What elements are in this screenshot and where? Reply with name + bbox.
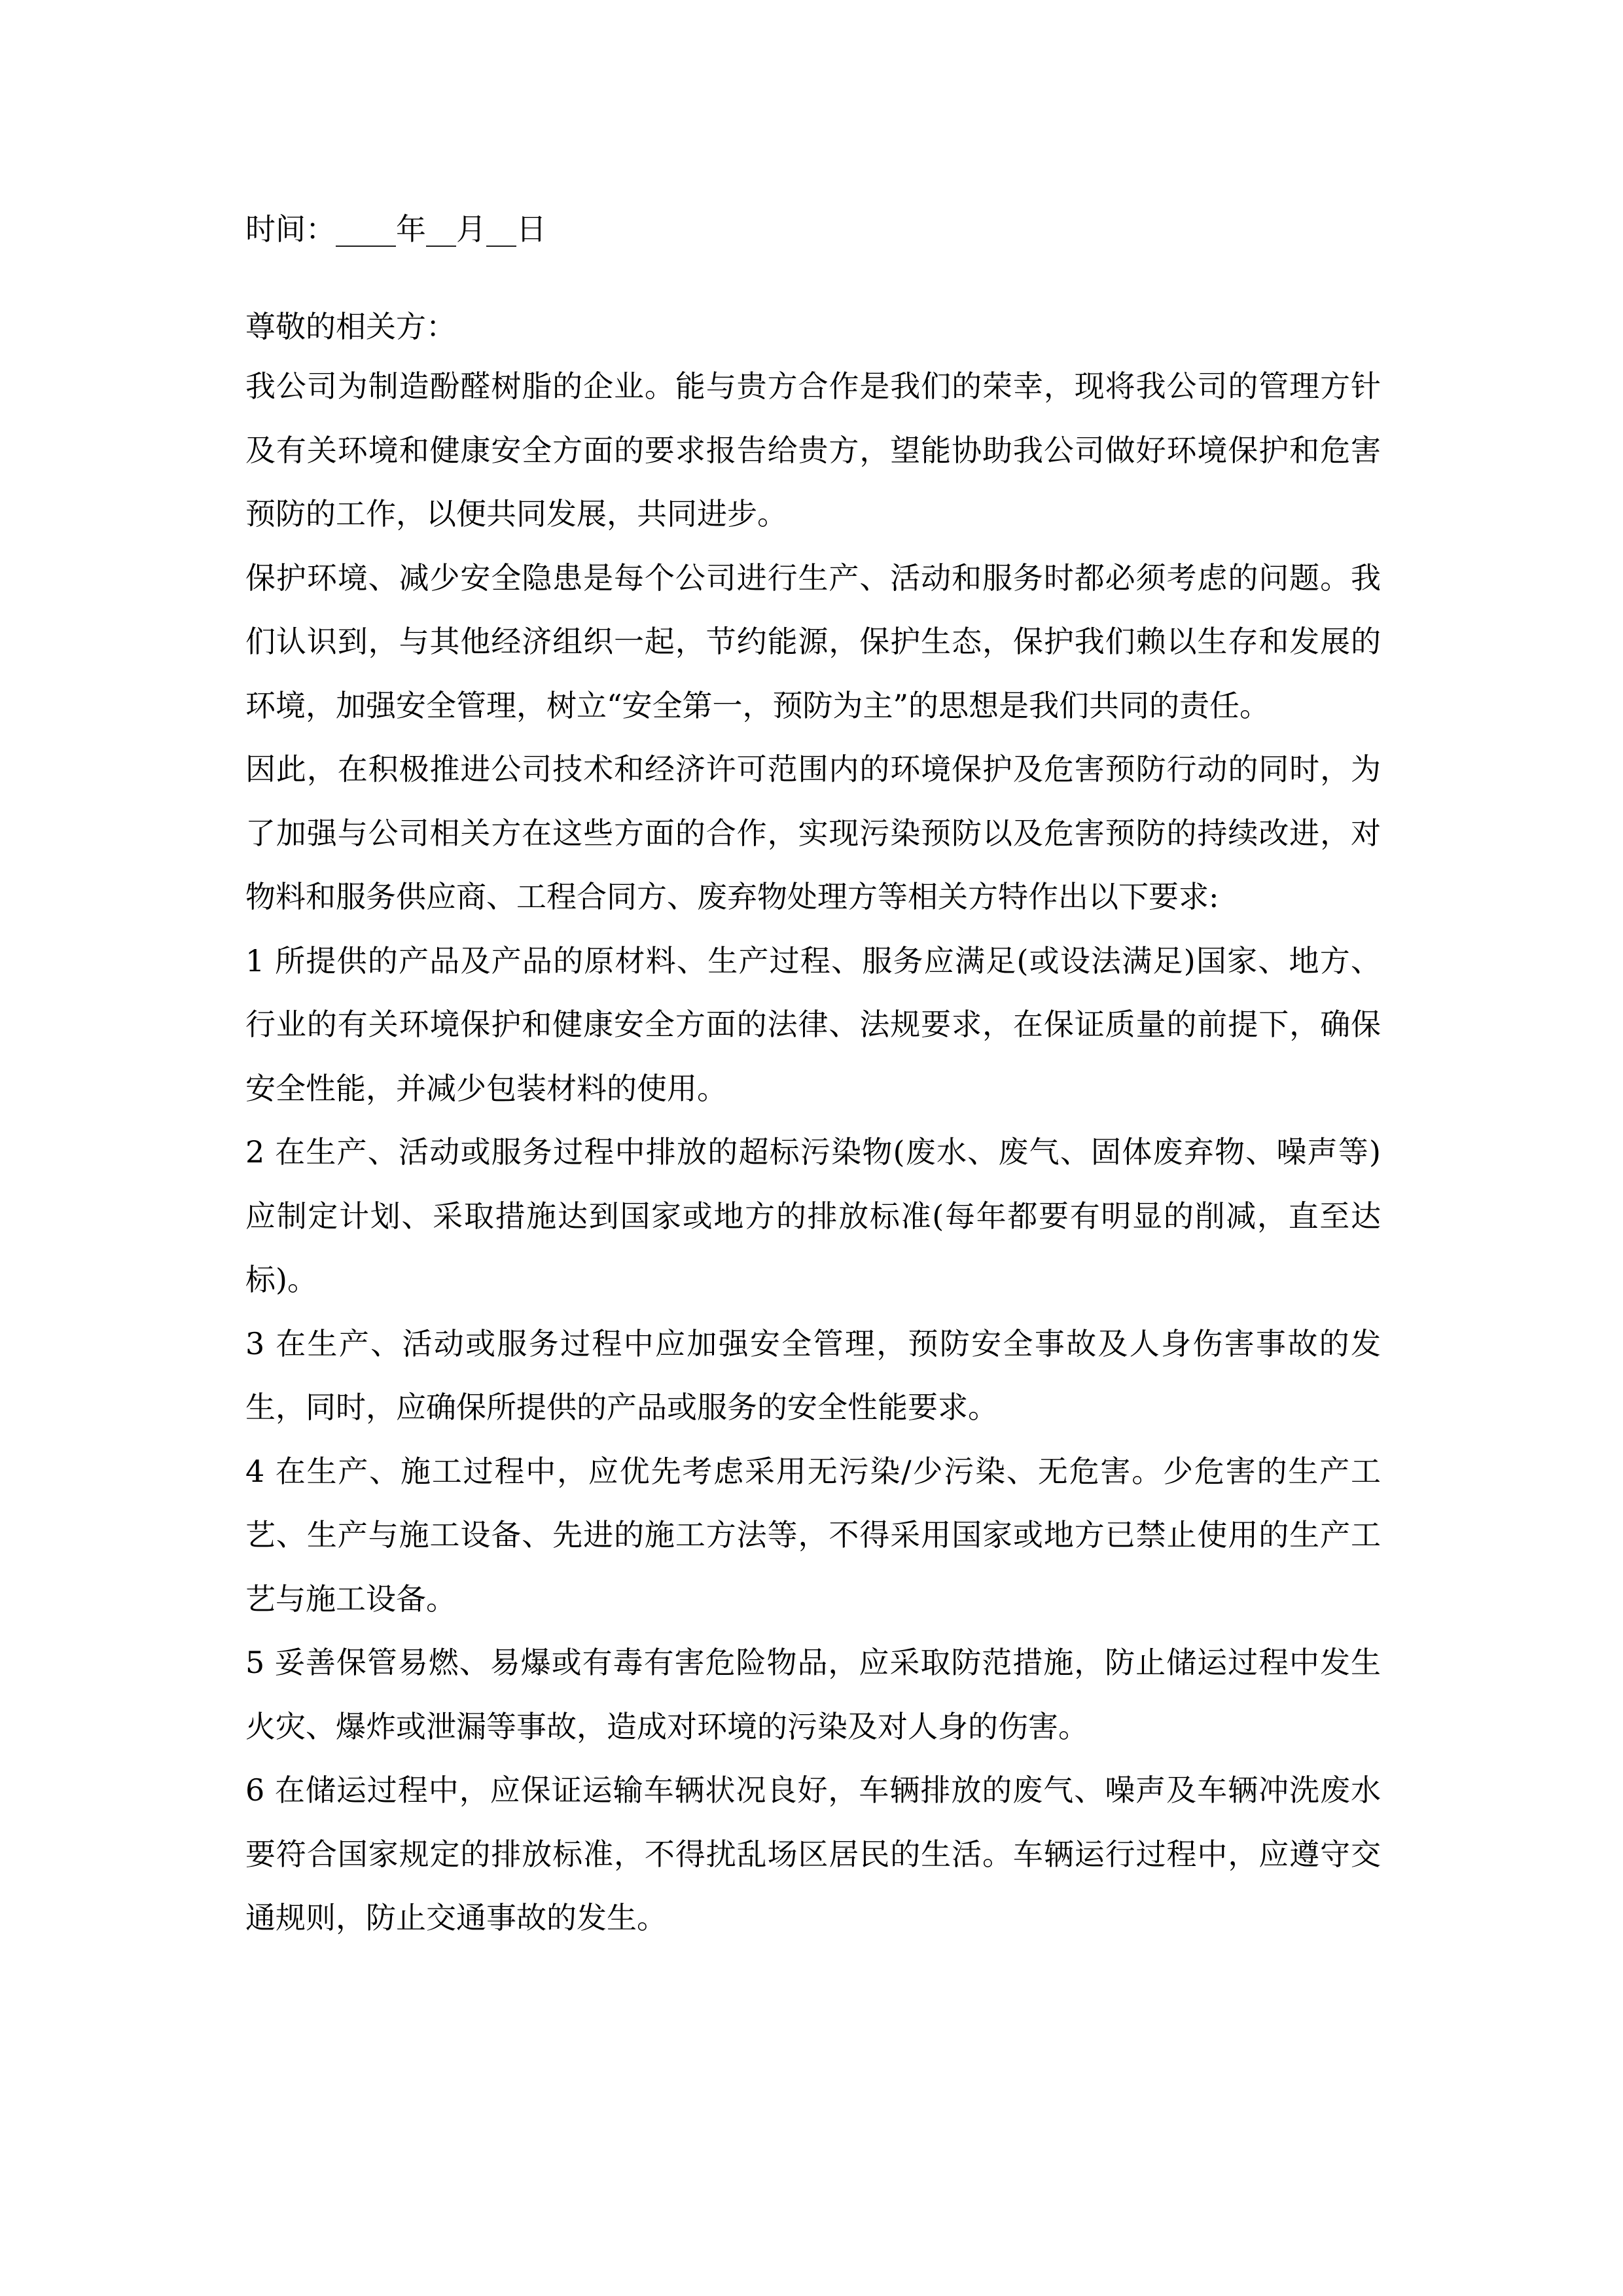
requirement-item-4: 4 在生产、施工过程中，应优先考虑采用无污染/少污染、无危害。少危害的生产工艺、生产与施工设备、先进的施工方法等，不得采用国家或地方已禁止使用的生产工艺与施工设备。 [245, 1453, 1381, 1617]
paragraph-intro: 我公司为制造酚醛树脂的企业。能与贵方合作是我们的荣幸，现将我公司的管理方针及有关环境和健康安全方面的要求报告给贵方，望能协助我公司做好环境保护和危害预防的工作，以便共同发展，共同进步。 [245, 368, 1381, 531]
requirement-item-1: 1 所提供的产品及产品的原材料、生产过程、服务应满足(或设法满足)国家、地方、行业的有关环境保护和健康安全方面的法律、法规要求，在保证质量的前提下，确保安全性能，并减少包装材料的使用。 [245, 942, 1381, 1106]
blank-spacer [245, 255, 1381, 301]
document-body [245, 203, 1381, 1950]
requirement-item-5: 5 妥善保管易燃、易爆或有毒有害危险物品，应采取防范措施，防止储运过程中发生火灾、爆炸或泄漏等事故，造成对环境的污染及对人身的伤害。 [245, 1645, 1381, 1744]
requirement-item-2: 2 在生产、活动或服务过程中排放的超标污染物(废水、废气、固体废弃物、噪声等)应制定计划、采取措施达到国家或地方的排放标准(每年都要有明显的削减，直至达标)。 [245, 1134, 1381, 1297]
paragraph-responsibility: 保护环境、减少安全隐患是每个公司进行生产、活动和服务时都必须考虑的问题。我们认识到，与其他经济组织一起，节约能源，保护生态，保护我们赖以生存和发展的环境，加强安全管理，树立“安全第一，预防为主”的思想是我们共同的责任。 [245, 560, 1381, 723]
paragraph-requirements-intro: 因此，在积极推进公司技术和经济许可范围内的环境保护及危害预防行动的同时，为了加强与公司相关方在这些方面的合作，实现污染预防以及危害预防的持续改进，对物料和服务供应商、工程合同方、废弃物处理方等相关方特作出以下要求: [245, 751, 1381, 914]
requirement-item-3: 3 在生产、活动或服务过程中应加强安全管理，预防安全事故及人身伤害事故的发生，同时，应确保所提供的产品或服务的安全性能要求。 [245, 1325, 1381, 1425]
date-line: 时间：____年__月__日 [245, 211, 546, 247]
greeting: 尊敬的相关方： [245, 309, 456, 344]
requirement-item-6: 6 在储运过程中，应保证运输车辆状况良好，车辆排放的废气、噪声及车辆冲洗废水要符合国家规定的排放标准，不得扰乱场区居民的生活。车辆运行过程中，应遵守交通规则，防止交通事故的发生。 [245, 1772, 1381, 1935]
